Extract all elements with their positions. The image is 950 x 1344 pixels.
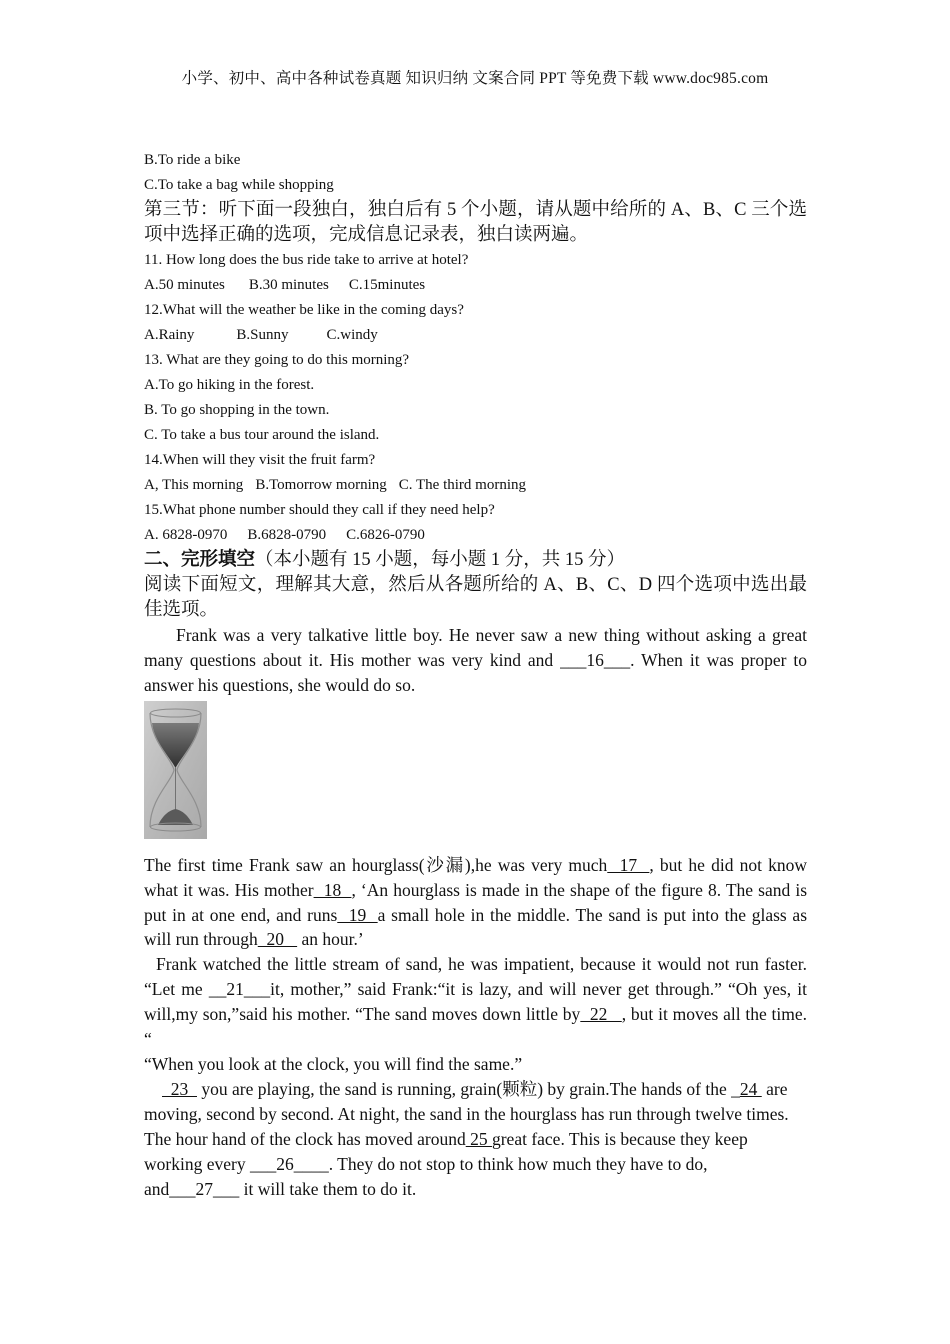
text: a small hole in the middle. The sand is put into the glass as will run through xyxy=(144,904,808,950)
option-a: A. 6828-0970 xyxy=(144,527,228,543)
option-a: A.50 minutes xyxy=(144,277,225,293)
question-14: 14.When will they visit the fruit farm? xyxy=(144,452,376,468)
question-12-options xyxy=(144,323,807,348)
option-b: B.30 minutes xyxy=(248,277,329,293)
section3-instructions: 第三节：听下面一段独白，独白后有 5 个小题，请从题中给所的 A、B、C 三个选项中选择正确的选项，完成信息记录表，独白读两遍。 xyxy=(144,200,807,245)
blank-24: 24 xyxy=(739,1078,762,1099)
blank-22: 22 xyxy=(580,1004,622,1025)
question-13: 13. What are they going to do this morning? xyxy=(144,352,410,368)
question-11-options xyxy=(144,273,807,298)
cloze-heading-scoring: （本小题有 15 小题，每小题 1 分，共 15 分） xyxy=(255,550,626,570)
text: The first time Frank saw an hourglass(沙漏),he was very much xyxy=(144,854,608,875)
option-c: C. The third morning xyxy=(398,477,526,493)
blank-23: 23 xyxy=(162,1078,197,1099)
text: great face. This is because they keep working every ___26____. They do not stop to think how much they have to do, and___27___ it will take them to do it. xyxy=(144,1128,748,1199)
text: Frank watched the little stream of sand, he was impatient, because it would not run faster. “Let me __21___it, mother,” said Frank:“it is lazy, and will never get through.” “Oh yes, it will,my son,”said his mother. “The sand moves down little by xyxy=(144,954,807,1025)
paragraph-1 xyxy=(144,623,807,698)
question-13-option-c: C. To take a bus tour around the island. xyxy=(144,427,380,443)
blank-19: 19 xyxy=(337,904,378,925)
option-c: C.windy xyxy=(326,327,378,343)
option-b-prev: B.To ride a bike xyxy=(144,152,241,168)
text: you are playing, the sand is running, grain(颗粒) by grain.The hands of the _ xyxy=(197,1078,740,1099)
blank-17: 17 xyxy=(607,854,650,875)
option-b: B.Sunny xyxy=(236,327,289,343)
text: . When it was proper to answer his questions, she would do so. xyxy=(144,649,807,695)
option-c: C.15minutes xyxy=(348,277,426,293)
question-15: 15.What phone number should they call if they need help? xyxy=(144,502,495,518)
cloze-heading-title: 二、完形填空 xyxy=(144,550,256,570)
hourglass-image xyxy=(144,701,207,839)
question-15-options xyxy=(144,523,807,548)
text: Frank was a very talkative little boy. He never saw a new thing without asking a great many questions about it. His mother was very kind and xyxy=(144,625,807,670)
text: , but it moves all the time. “ xyxy=(144,1004,807,1050)
question-12: 12.What will the weather be like in the coming days? xyxy=(144,302,464,318)
blank-25: 25 xyxy=(465,1128,492,1149)
text: , ‘An hourglass is made in the shape of the figure 8. The sand is put in at one end, and runs xyxy=(144,879,808,925)
option-b: B.6828-0790 xyxy=(247,527,327,543)
paragraph-5 xyxy=(144,1077,807,1202)
blank-18: 18 xyxy=(313,879,352,900)
cloze-heading xyxy=(144,548,807,573)
question-14-options xyxy=(144,473,807,498)
option-a: A, This morning xyxy=(144,477,244,493)
page-header: 小学、初中、高中各种试卷真题 知识归纳 文案合同 PPT 等免费下载 www.doc985.com xyxy=(181,70,769,87)
paragraph-3 xyxy=(144,952,807,1052)
blank-16: ___16___ xyxy=(560,649,631,670)
question-13-option-a: A.To go hiking in the forest. xyxy=(144,377,315,393)
question-11: 11. How long does the bus ride take to arrive at hotel? xyxy=(144,252,469,268)
question-13-option-b: B. To go shopping in the town. xyxy=(144,402,330,418)
cloze-instructions: 阅读下面短文，理解其大意，然后从各题所给的 A、B、C、D 四个选项中选出最佳选项。 xyxy=(144,575,807,620)
option-c: C.6826-0790 xyxy=(346,527,425,543)
option-c-prev: C.To take a bag while shopping xyxy=(144,177,334,193)
option-a: A.Rainy xyxy=(144,327,195,343)
option-b: B.Tomorrow morning xyxy=(255,477,387,493)
paragraph-2 xyxy=(144,853,807,953)
text: are moving, second by second. At night, the sand in the hourglass has run through twelve times. The hour hand of the clock has moved around xyxy=(144,1078,789,1149)
paragraph-4: “When you look at the clock, you will find the same.” xyxy=(144,1053,523,1074)
blank-20: 20 xyxy=(257,929,298,950)
exam-content xyxy=(144,148,807,1201)
text: , but he did not know what it was. His mother xyxy=(144,854,808,900)
text: an hour.’ xyxy=(297,929,364,950)
